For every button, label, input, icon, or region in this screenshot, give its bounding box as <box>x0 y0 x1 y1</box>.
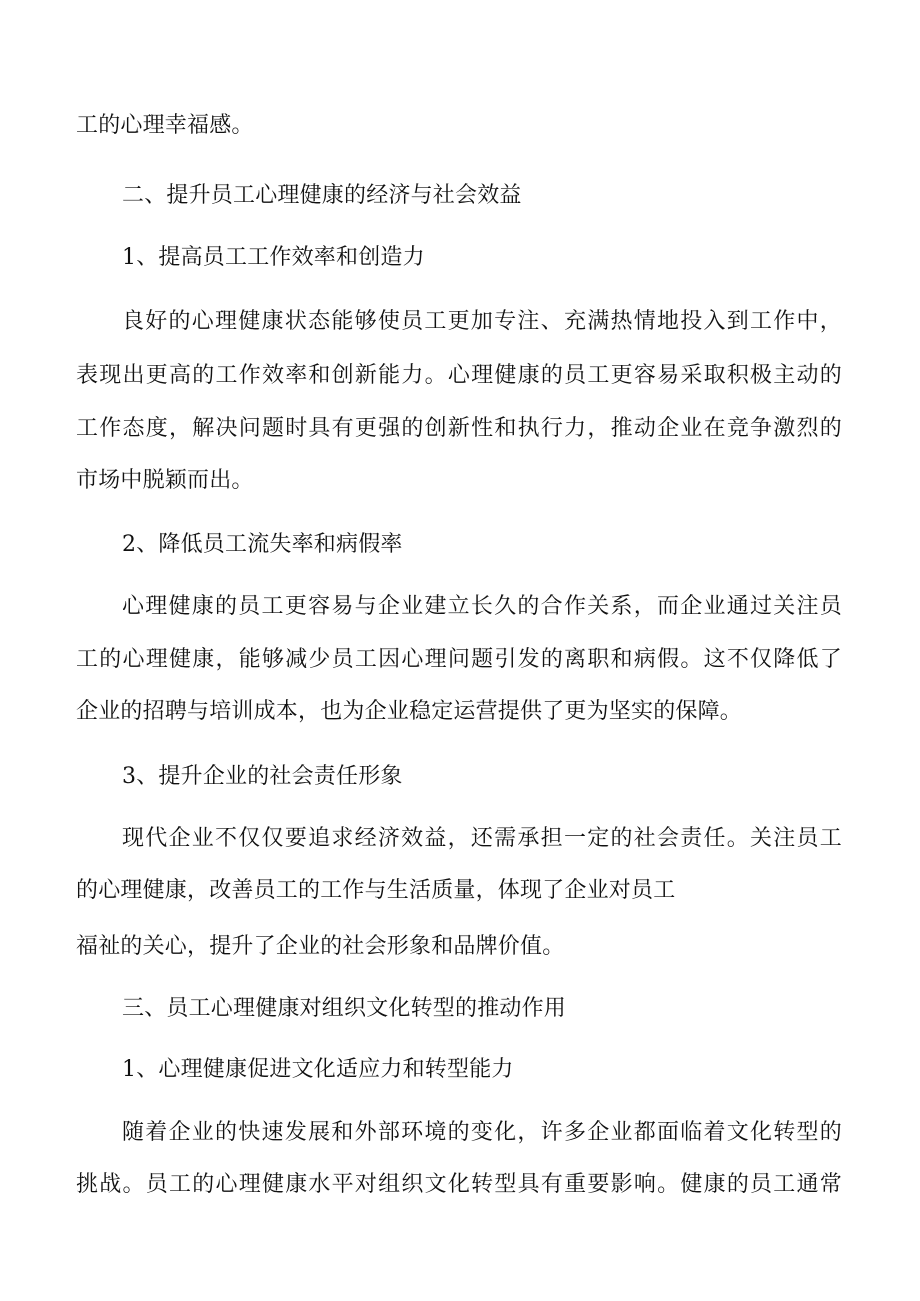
paragraph-line: 心理健康的员工更容易与企业建立长久的合作关系，而企业通过关注员 <box>122 594 842 619</box>
paragraph-line: 企业的招聘与培训成本，也为企业稳定运营提供了更为坚实的保障。 <box>76 699 743 724</box>
paragraph-line: 挑战。员工的心理健康水平对组织文化转型具有重要影响。健康的员工通常 <box>76 1172 842 1197</box>
subsection-heading: 3、提升企业的社会责任形象 <box>122 764 403 789</box>
paragraph-line: 良好的心理健康状态能够使员工更加专注、充满热情地投入到工作中， <box>122 309 842 334</box>
subsection-heading: 1、提高员工工作效率和创造力 <box>122 245 425 270</box>
paragraph-line: 随着企业的快速发展和外部环境的变化，许多企业都面临着文化转型的 <box>122 1120 842 1145</box>
paragraph-line: 现代企业不仅仅要追求经济效益，还需承担一定的社会责任。关注员工 <box>122 826 842 851</box>
paragraph-line: 工的心理幸福感。 <box>76 113 254 138</box>
paragraph-line: 的心理健康，改善员工的工作与生活质量，体现了企业对员工 <box>76 878 676 903</box>
subsection-heading: 1、心理健康促进文化适应力和转型能力 <box>122 1057 514 1082</box>
paragraph-line: 工作态度，解决问题时具有更强的创新性和执行力，推动企业在竞争激烈的 <box>76 416 842 441</box>
subsection-heading: 2、降低员工流失率和病假率 <box>122 532 403 557</box>
paragraph-line: 表现出更高的工作效率和创新能力。心理健康的员工更容易采取积极主动的 <box>76 363 842 388</box>
paragraph-line: 市场中脱颖而出。 <box>76 468 254 493</box>
section-heading: 三、员工心理健康对组织文化转型的推动作用 <box>122 996 567 1021</box>
section-heading: 二、提升员工心理健康的经济与社会效益 <box>122 183 522 208</box>
paragraph-line: 福祉的关心，提升了企业的社会形象和品牌价值。 <box>76 934 565 959</box>
paragraph-line: 工的心理健康，能够减少员工因心理问题引发的离职和病假。这不仅降低了 <box>76 647 842 672</box>
